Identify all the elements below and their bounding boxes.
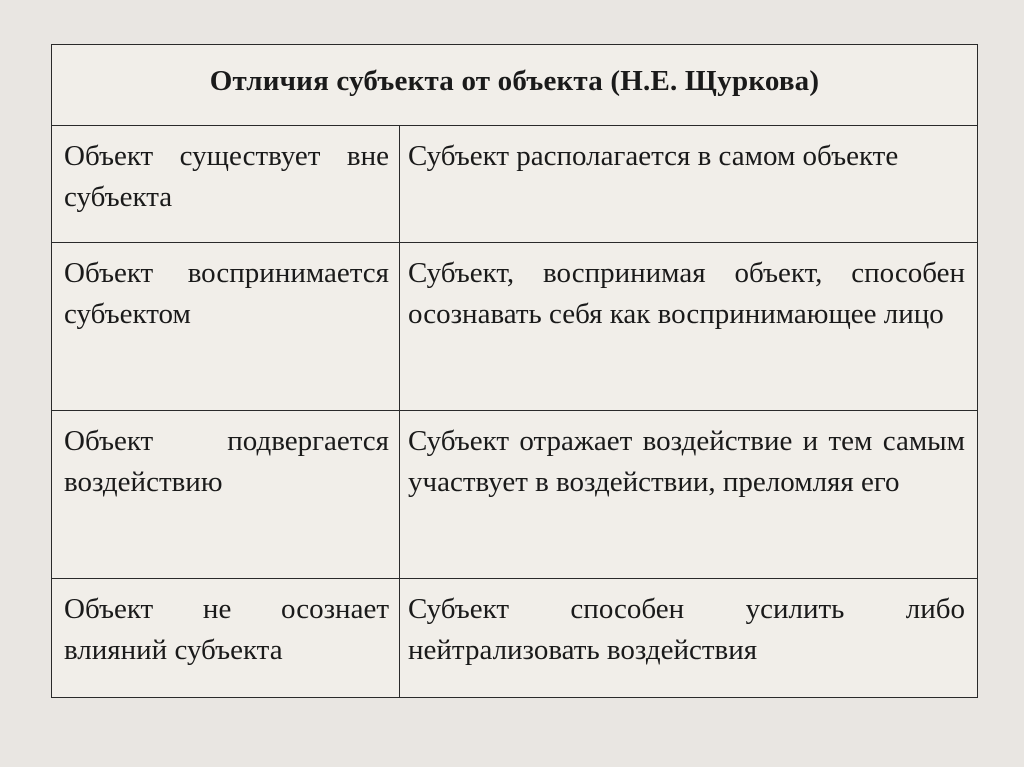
object-cell [52, 243, 400, 411]
table-title: Отличия субъекта от объекта (Н.Е. Щуркова) [209, 65, 820, 97]
table-row [52, 126, 978, 243]
subject-text: Субъект способен усилить либо нейтрализовать воздействия [408, 593, 966, 666]
table-row [52, 411, 978, 579]
subject-cell [400, 579, 978, 698]
subject-cell [400, 243, 978, 411]
object-text: Объект подвергается воздействию [64, 425, 389, 498]
object-text: Объект воспринимается субъектом [64, 257, 389, 330]
subject-cell [400, 411, 978, 579]
subject-text: Субъект отражает воздействие и тем самым участвует в воздействии, преломляя его [408, 425, 966, 498]
table-row [52, 243, 978, 411]
object-cell [52, 126, 400, 243]
table-title-cell [52, 45, 978, 126]
subject-text: Субъект, воспринимая объект, способен осознавать себя как воспринимающее лицо [408, 257, 966, 330]
object-text: Объект не осознает влияний субъекта [64, 593, 389, 666]
comparison-table [51, 44, 978, 698]
object-cell [52, 579, 400, 698]
object-cell [52, 411, 400, 579]
object-text: Объект существует вне субъекта [64, 140, 389, 213]
table-row [52, 579, 978, 698]
subject-cell [400, 126, 978, 243]
subject-text: Субъект располагается в самом объекте [408, 140, 899, 172]
table-title-row [52, 45, 978, 126]
